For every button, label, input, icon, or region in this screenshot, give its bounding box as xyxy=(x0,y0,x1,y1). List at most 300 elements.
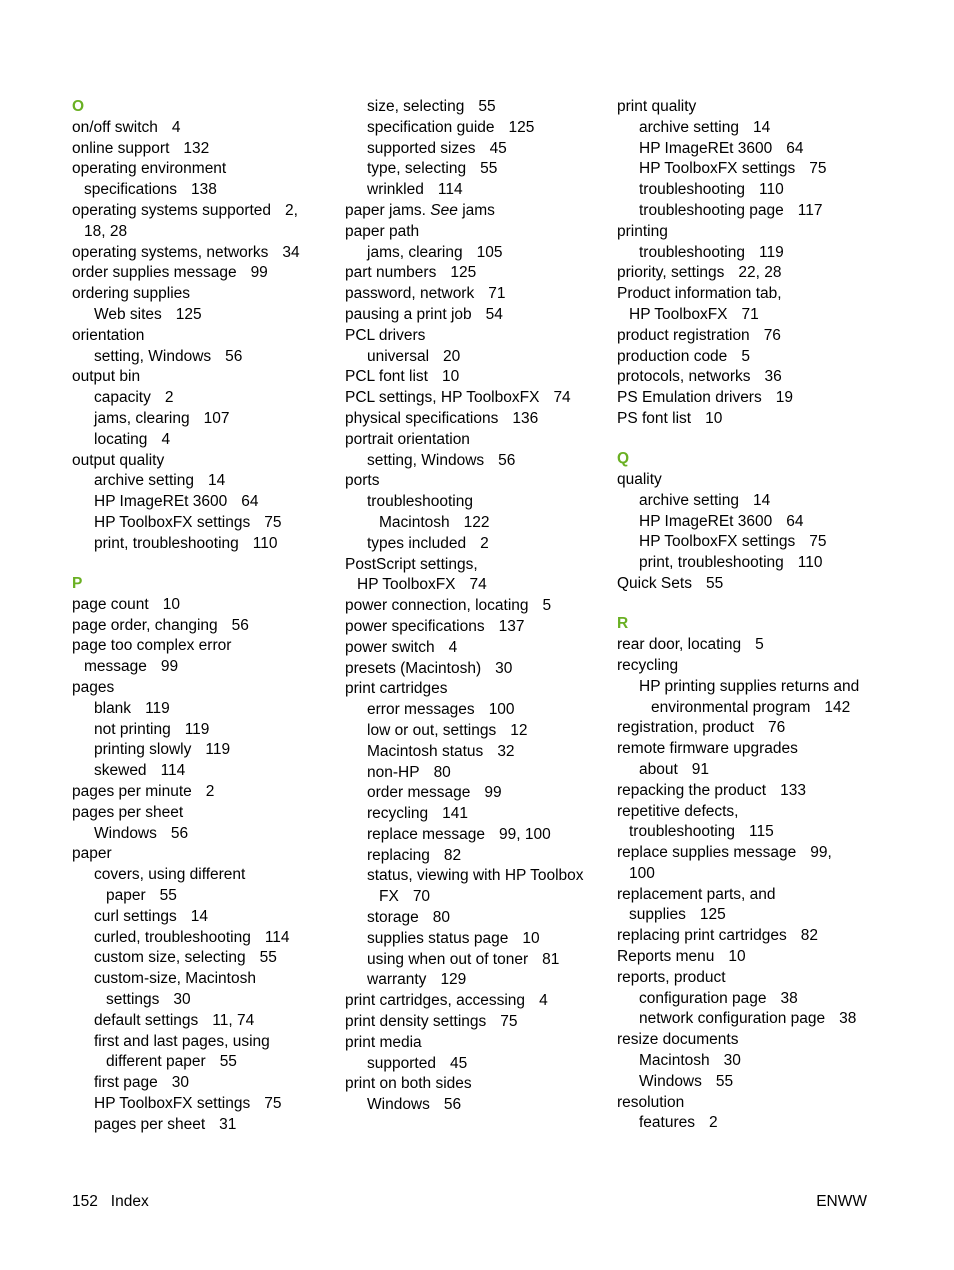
index-term: output quality xyxy=(72,451,165,469)
index-term: ordering supplies xyxy=(72,285,191,303)
page-footer-left xyxy=(72,1193,149,1211)
index-term: supplies status page xyxy=(367,929,509,947)
index-term: orientation xyxy=(72,326,145,344)
page-reference: 75 xyxy=(264,513,282,531)
page-reference: 119 xyxy=(759,243,784,261)
index-entry xyxy=(345,742,600,763)
index-entry xyxy=(617,822,879,843)
page-reference: 55 xyxy=(219,1053,237,1071)
index-entry xyxy=(617,118,879,139)
index-term: order message xyxy=(367,784,471,802)
index-term: HP ToolboxFX xyxy=(357,576,456,594)
index-term: first and last pages, using xyxy=(94,1032,270,1050)
section-letter: Q xyxy=(617,450,630,468)
page-reference: 11, 74 xyxy=(212,1011,255,1029)
index-entry xyxy=(72,159,322,180)
index-entry xyxy=(345,97,600,118)
page-reference: 2 xyxy=(164,389,174,407)
index-term: on/off switch xyxy=(72,118,158,136)
page-reference: 76 xyxy=(763,326,781,344)
index-entry xyxy=(72,1032,322,1053)
page-reference: 36 xyxy=(764,368,782,386)
index-term: warranty xyxy=(367,971,427,989)
index-term: specification guide xyxy=(367,118,495,136)
page-reference: 5 xyxy=(741,347,750,365)
index-term: curl settings xyxy=(94,907,177,925)
page-reference: 99, 100 xyxy=(499,825,551,843)
index-term: archive setting xyxy=(639,118,739,136)
index-entry xyxy=(345,617,600,638)
index-entry xyxy=(345,367,600,388)
index-entry xyxy=(345,284,600,305)
index-entry xyxy=(72,824,322,845)
page-reference: 99 xyxy=(250,264,268,282)
page-reference: 5 xyxy=(755,636,764,654)
page-reference: 107 xyxy=(203,409,230,427)
index-entry xyxy=(72,471,322,492)
index-term: archive setting xyxy=(94,472,194,490)
index-term: quality xyxy=(617,471,662,489)
index-entry xyxy=(617,222,879,243)
index-entry xyxy=(72,451,322,472)
index-entry xyxy=(345,887,600,908)
index-term: Reports menu xyxy=(617,948,715,966)
page-reference: 14 xyxy=(752,491,771,509)
page-reference: 75 xyxy=(809,160,827,178)
page-reference: 4 xyxy=(448,638,458,656)
index-term: troubleshooting xyxy=(367,493,473,511)
index-entry xyxy=(72,782,322,803)
index-entry xyxy=(72,657,322,678)
index-term: product registration xyxy=(617,326,750,344)
index-term: network configuration page xyxy=(639,1010,826,1028)
index-term: Windows xyxy=(639,1072,702,1090)
index-entry xyxy=(345,513,600,534)
index-entry xyxy=(617,388,879,409)
index-entry xyxy=(72,118,322,139)
index-term: replace message xyxy=(367,825,486,843)
index-entry xyxy=(72,139,322,160)
index-term: blank xyxy=(94,699,132,717)
page-reference: 75 xyxy=(500,1013,518,1031)
index-term: 18, 28 xyxy=(84,222,128,240)
index-term: size, selecting xyxy=(367,98,465,115)
index-entry xyxy=(72,948,322,969)
see-reference: See xyxy=(430,201,458,219)
index-term: custom size, selecting xyxy=(94,949,246,967)
index-entry xyxy=(72,595,322,616)
index-entry xyxy=(72,907,322,928)
index-term: registration, product xyxy=(617,719,754,737)
index-term: printing slowly xyxy=(94,741,192,759)
page-reference: 100 xyxy=(488,701,515,719)
page-reference: 99 xyxy=(484,784,502,802)
index-entry xyxy=(72,678,322,699)
page-reference: 75 xyxy=(264,1094,282,1112)
index-entry xyxy=(345,430,600,451)
index-term: setting, Windows xyxy=(94,347,212,365)
page-reference: 10 xyxy=(162,595,180,613)
index-term: repacking the product xyxy=(617,781,767,799)
page-reference: 55 xyxy=(715,1072,734,1090)
index-entry xyxy=(345,305,600,326)
index-entry xyxy=(72,616,322,637)
page-reference: 31 xyxy=(219,1115,237,1133)
page-reference: 30 xyxy=(495,659,513,677)
page-reference: 38 xyxy=(839,1010,857,1028)
section-letter: O xyxy=(72,98,85,115)
index-term: covers, using different xyxy=(94,866,246,884)
index-entry xyxy=(617,139,879,160)
page-footer-right: ENWW xyxy=(816,1193,867,1210)
index-entry xyxy=(345,908,600,929)
index-entry xyxy=(345,243,600,264)
page-reference: 74 xyxy=(469,576,487,594)
index-entry xyxy=(345,929,600,950)
index-entry xyxy=(72,844,322,865)
index-entry xyxy=(617,968,879,989)
index-term: remote firmware upgrades xyxy=(617,740,798,758)
index-entry xyxy=(345,846,600,867)
page-reference: 4 xyxy=(539,992,548,1010)
page-reference: 56 xyxy=(231,616,249,634)
index-term: pages per sheet xyxy=(94,1115,206,1133)
page-reference: 54 xyxy=(485,305,503,323)
index-term: PCL settings, HP ToolboxFX xyxy=(345,389,540,407)
page-reference: 74 xyxy=(553,389,571,407)
index-entry xyxy=(72,865,322,886)
index-entry xyxy=(617,1072,879,1093)
index-entry xyxy=(345,679,600,700)
index-entry xyxy=(617,739,879,760)
index-term: first page xyxy=(94,1074,158,1092)
index-entry xyxy=(617,263,879,284)
index-term: configuration page xyxy=(639,989,767,1007)
index-term: universal xyxy=(367,347,430,365)
index-entry xyxy=(617,574,879,595)
page-reference: 117 xyxy=(797,201,823,219)
index-term: print cartridges xyxy=(345,680,448,698)
index-term: Macintosh xyxy=(639,1052,710,1070)
index-term: storage xyxy=(367,909,419,927)
index-term: power connection, locating xyxy=(345,597,529,615)
index-term: order supplies message xyxy=(72,264,237,282)
index-entry xyxy=(345,1054,600,1075)
index-term: power switch xyxy=(345,638,435,656)
index-entry xyxy=(617,698,879,719)
index-term: print density settings xyxy=(345,1013,487,1031)
index-term: repetitive defects, xyxy=(617,802,739,820)
index-entry xyxy=(617,1051,879,1072)
index-term: recycling xyxy=(617,656,679,674)
index-term: status, viewing with HP Toolbox xyxy=(367,867,584,885)
index-entry xyxy=(345,159,600,180)
index-term: different paper xyxy=(106,1053,206,1071)
page-reference: 5 xyxy=(542,597,552,615)
index-entry xyxy=(72,263,322,284)
index-term: operating environment xyxy=(72,160,227,178)
index-entry xyxy=(345,783,600,804)
index-term: recycling xyxy=(367,805,429,823)
index-term: wrinkled xyxy=(367,181,424,199)
index-entry xyxy=(345,139,600,160)
index-term: replacing print cartridges xyxy=(617,927,787,945)
index-term: paper xyxy=(72,845,112,863)
index-entry xyxy=(617,802,879,823)
index-term: locating xyxy=(94,430,148,448)
index-entry xyxy=(617,1093,879,1114)
page-reference: 115 xyxy=(749,823,774,841)
index-entry xyxy=(617,532,879,553)
page-reference: 2 xyxy=(205,783,215,800)
page-reference: 82 xyxy=(800,927,818,945)
page-reference: 141 xyxy=(442,805,469,823)
page-reference: 4 xyxy=(161,430,171,448)
index-entry xyxy=(72,636,322,657)
index-column-3 xyxy=(617,97,879,1134)
page-reference: 55 xyxy=(478,98,496,115)
index-term: message xyxy=(84,658,147,676)
index-entry xyxy=(345,409,600,430)
index-term: HP ImageREt 3600 xyxy=(639,512,773,530)
index-entry xyxy=(345,721,600,742)
index-entry xyxy=(617,718,879,739)
index-term: paper xyxy=(106,886,146,904)
index-term: rear door, locating xyxy=(617,636,742,654)
index-term: 100 xyxy=(629,864,655,882)
index-term: HP ToolboxFX settings xyxy=(94,1094,251,1112)
index-term: troubleshooting xyxy=(639,243,745,261)
index-term: PostScript settings, xyxy=(345,555,478,573)
index-entry xyxy=(72,761,322,782)
index-term: supplies xyxy=(629,906,686,924)
index-entry xyxy=(345,866,600,887)
page-reference: 99 xyxy=(160,658,179,676)
index-term: replacing xyxy=(367,846,430,864)
index-entry xyxy=(72,1011,322,1032)
index-term: settings xyxy=(106,990,160,1008)
index-entry xyxy=(72,720,322,741)
page-reference: 4 xyxy=(171,118,181,136)
page-reference: 129 xyxy=(440,971,467,989)
index-term: PS Emulation drivers xyxy=(617,389,762,407)
index-term: ports xyxy=(345,472,380,490)
index-term: resize documents xyxy=(617,1031,739,1049)
index-term: print cartridges, accessing xyxy=(345,992,526,1010)
index-term: jams, clearing xyxy=(367,243,463,261)
index-entry xyxy=(617,947,879,968)
index-term: Windows xyxy=(367,1096,430,1114)
index-entry xyxy=(617,409,879,430)
index-term: online support xyxy=(72,139,170,157)
index-entry xyxy=(72,388,322,409)
index-entry xyxy=(617,305,879,326)
index-term: print quality xyxy=(617,98,697,115)
index-entry xyxy=(72,928,322,949)
index-term: part numbers xyxy=(345,264,437,282)
page-reference: 122 xyxy=(463,513,490,531)
index-entry xyxy=(345,347,600,368)
index-entry xyxy=(345,471,600,492)
page-reference: 38 xyxy=(780,989,798,1007)
page-reference: 55 xyxy=(480,160,498,178)
index-entry xyxy=(617,201,879,222)
index-term: types included xyxy=(367,534,467,552)
page-reference: 125 xyxy=(699,906,726,924)
index-entry xyxy=(72,347,322,368)
page-reference: 71 xyxy=(488,285,506,303)
index-term: page order, changing xyxy=(72,616,218,634)
index-term: error messages xyxy=(367,701,475,719)
index-term: Web sites xyxy=(94,305,162,323)
page-reference: 32 xyxy=(497,742,515,760)
page-reference: 20 xyxy=(443,347,461,365)
index-entry xyxy=(345,180,600,201)
index-term: operating systems supported xyxy=(72,201,272,219)
see-target: jams xyxy=(457,201,495,219)
page-reference: 125 xyxy=(508,118,535,136)
index-entry xyxy=(345,201,600,222)
page-reference: 99, xyxy=(810,844,832,862)
index-term: PS font list xyxy=(617,409,692,427)
index-term: pages per minute xyxy=(72,783,192,800)
index-term: Macintosh xyxy=(379,513,450,531)
page-reference: 14 xyxy=(190,907,208,925)
index-entry xyxy=(617,843,879,864)
page-reference: 14 xyxy=(207,472,226,490)
page-reference: 138 xyxy=(191,181,217,199)
index-entry xyxy=(617,553,879,574)
index-term: setting, Windows xyxy=(367,451,485,469)
index-entry xyxy=(72,740,322,761)
index-term: Windows xyxy=(94,824,157,842)
index-entry xyxy=(345,825,600,846)
index-entry xyxy=(345,1074,600,1095)
index-entry xyxy=(72,284,322,305)
index-term: capacity xyxy=(94,389,151,407)
page-reference: 125 xyxy=(175,305,202,323)
index-entry xyxy=(345,1012,600,1033)
page-reference: 119 xyxy=(145,699,170,717)
index-entry xyxy=(72,886,322,907)
index-entry xyxy=(72,1073,322,1094)
page-reference: 56 xyxy=(498,451,516,469)
index-entry xyxy=(617,926,879,947)
index-term: about xyxy=(639,760,678,778)
page-reference: 22, 28 xyxy=(738,264,782,282)
index-term: supported xyxy=(367,1054,436,1072)
page-reference: 2 xyxy=(480,534,489,552)
index-entry xyxy=(617,491,879,512)
page-reference: 114 xyxy=(264,928,290,946)
page-reference: 114 xyxy=(160,762,186,780)
page-reference: 10 xyxy=(442,368,460,386)
index-entry xyxy=(345,970,600,991)
index-entry xyxy=(345,534,600,555)
index-entry xyxy=(345,700,600,721)
index-entry xyxy=(72,969,322,990)
page-number: 152 xyxy=(72,1193,98,1210)
page-reference: 14 xyxy=(752,118,771,136)
index-term: troubleshooting xyxy=(629,823,735,841)
index-term: paper path xyxy=(345,222,420,240)
index-term: curled, troubleshooting xyxy=(94,928,251,946)
page-reference: 136 xyxy=(512,409,539,427)
page-reference: 64 xyxy=(241,493,259,511)
index-entry xyxy=(345,222,600,243)
index-term: paper jams. xyxy=(345,201,426,219)
index-entry xyxy=(72,492,322,513)
index-term: HP ToolboxFX settings xyxy=(94,513,251,531)
index-entry xyxy=(617,656,879,677)
section-letter: P xyxy=(72,575,83,593)
index-term: page too complex error xyxy=(72,637,232,655)
index-entry xyxy=(72,990,322,1011)
index-term: supported sizes xyxy=(367,139,476,157)
page-reference: 91 xyxy=(691,760,710,778)
index-entry xyxy=(72,1094,322,1115)
index-entry xyxy=(617,781,879,802)
index-term: skewed xyxy=(94,762,147,780)
page-reference: 30 xyxy=(173,990,191,1008)
index-entry xyxy=(617,905,879,926)
page-reference: 137 xyxy=(498,617,525,635)
index-term: presets (Macintosh) xyxy=(345,659,482,677)
page-reference: 133 xyxy=(780,781,806,799)
page-reference: 10 xyxy=(522,929,540,947)
index-term: pausing a print job xyxy=(345,305,472,323)
index-entry xyxy=(72,409,322,430)
index-entry xyxy=(617,864,879,885)
index-term: output bin xyxy=(72,368,141,386)
page-reference: 105 xyxy=(476,243,503,261)
page-reference: 110 xyxy=(797,554,823,572)
index-term: resolution xyxy=(617,1093,685,1111)
index-entry xyxy=(617,760,879,781)
index-entry xyxy=(345,1095,600,1116)
index-term: jams, clearing xyxy=(94,409,190,427)
index-entry xyxy=(617,635,879,656)
index-entry xyxy=(617,1030,879,1051)
index-entry xyxy=(345,991,600,1012)
page-reference: 81 xyxy=(542,950,560,968)
index-entry xyxy=(345,950,600,971)
page-reference: 71 xyxy=(741,305,759,323)
page-reference: 80 xyxy=(433,763,451,781)
page-reference: 12 xyxy=(510,721,528,739)
index-entry xyxy=(345,555,600,576)
index-entry xyxy=(72,803,322,824)
index-entry xyxy=(617,989,879,1010)
page-reference: 119 xyxy=(184,720,210,738)
index-term: print, troubleshooting xyxy=(639,554,784,572)
index-term: environmental program xyxy=(651,698,811,716)
index-term: priority, settings xyxy=(617,264,725,282)
index-entry xyxy=(72,326,322,347)
page-reference: 10 xyxy=(705,409,723,427)
page-reference: 114 xyxy=(437,181,463,199)
index-entry xyxy=(345,1033,600,1054)
index-term: pages per sheet xyxy=(72,803,184,821)
index-entry xyxy=(345,451,600,472)
page-reference: 80 xyxy=(432,909,450,927)
index-entry xyxy=(617,677,879,698)
index-entry xyxy=(72,305,322,326)
index-term: physical specifications xyxy=(345,409,499,427)
index-term: HP ToolboxFX xyxy=(629,305,728,323)
page-reference: 110 xyxy=(252,534,278,552)
page-reference: 45 xyxy=(449,1054,468,1072)
